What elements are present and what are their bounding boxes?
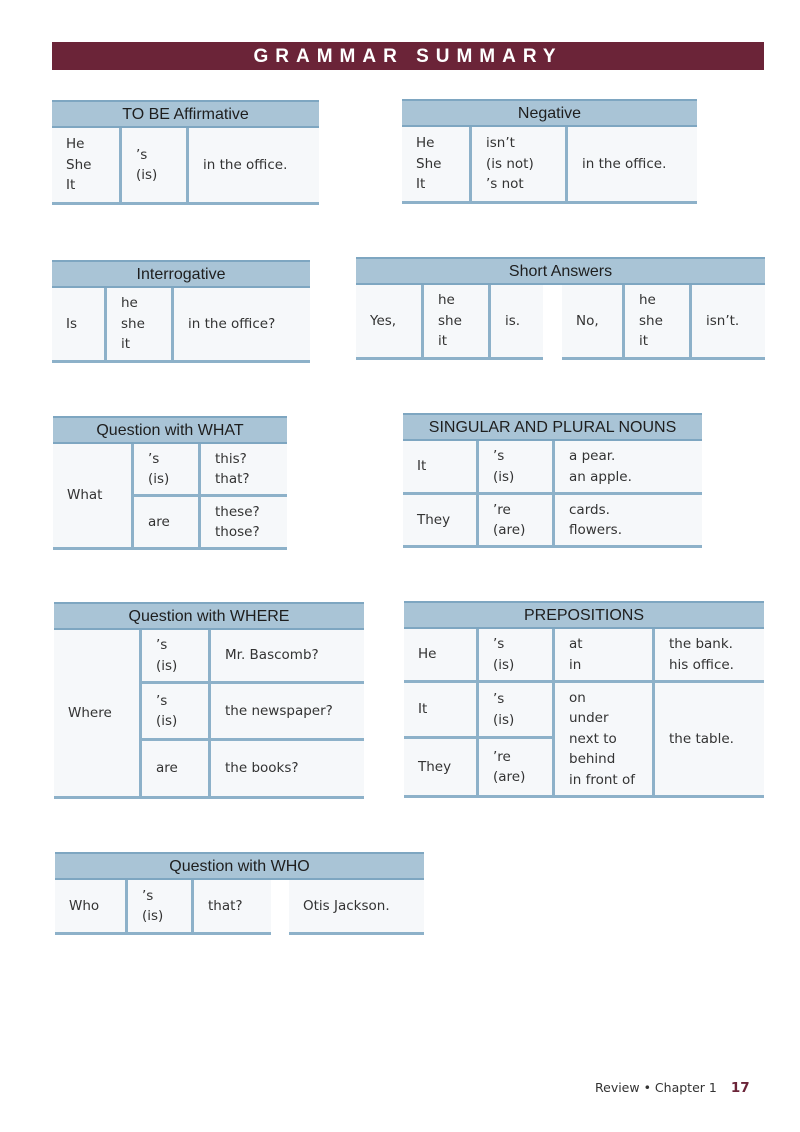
verb-cell: are	[142, 741, 208, 796]
bottom-rule	[562, 357, 765, 360]
verb-cell: ’re (are)	[479, 739, 552, 795]
footer-chapter-label: Review • Chapter 1	[595, 1080, 717, 1095]
verb-cell: ’re (are)	[479, 495, 552, 545]
complement-cell: in the office.	[189, 128, 319, 202]
table-short-answers	[356, 257, 765, 361]
column-divider	[689, 285, 692, 357]
verb-cell: ’s (is)	[479, 441, 552, 492]
table-prepositions	[404, 601, 764, 798]
column-divider	[171, 288, 174, 360]
complement-cell: in the office?	[174, 288, 310, 360]
object-cell: these? those?	[201, 497, 287, 547]
bottom-rule	[402, 201, 697, 204]
subjects-cell: he she it	[107, 288, 171, 360]
row-divider	[404, 736, 555, 739]
subject-cell: They	[404, 739, 476, 795]
table-title: TO BE Affirmative	[52, 100, 319, 128]
verb-cell: ’s (is)	[134, 444, 198, 494]
column-divider	[488, 285, 491, 357]
nouns-cell: a pear. an apple.	[555, 441, 702, 492]
verb-cell: isn’t (is not) ’s not	[472, 127, 565, 201]
bottom-rule	[53, 547, 287, 550]
shared-object-cell: the table.	[655, 683, 764, 795]
table-question-who	[55, 852, 424, 935]
page-number: 17	[730, 1080, 750, 1096]
table-singular-plural-nouns	[403, 413, 702, 548]
table-title: PREPOSITIONS	[404, 601, 764, 629]
subject-cell: They	[403, 495, 476, 545]
table-interrogative	[52, 260, 310, 363]
nouns-cell: cards. flowers.	[555, 495, 702, 545]
verb-cell: ’s (is)	[128, 880, 191, 932]
row-divider	[131, 494, 287, 497]
verb-cell: ’s (is)	[479, 683, 552, 736]
yes-verb-cell: is.	[491, 285, 543, 357]
column-divider	[139, 630, 142, 796]
row-divider	[139, 681, 364, 684]
column-divider	[565, 127, 568, 201]
bottom-rule	[289, 932, 424, 935]
object-cell: the newspaper?	[211, 684, 364, 738]
page-footer	[595, 1080, 750, 1096]
subjects-cell: He She It	[52, 128, 119, 202]
column-divider	[125, 880, 128, 932]
column-divider	[421, 285, 424, 357]
table-title: Negative	[402, 99, 697, 127]
prepositions-cell: at in	[555, 629, 652, 680]
verb-cell: ’s (is)	[142, 684, 208, 738]
row-divider	[404, 680, 764, 683]
no-verb-cell: isn’t.	[692, 285, 765, 357]
object-cell: Mr. Bascomb?	[211, 630, 364, 681]
yes-subjects-cell: he she it	[424, 285, 488, 357]
object-cell: the books?	[211, 741, 364, 796]
column-divider	[552, 629, 555, 795]
wh-word-cell: What	[53, 444, 131, 547]
column-divider	[208, 630, 211, 796]
answer-cell: Otis Jackson.	[289, 880, 424, 932]
table-title: SINGULAR AND PLURAL NOUNS	[403, 413, 702, 441]
table-question-where	[54, 602, 364, 799]
column-divider	[104, 288, 107, 360]
no-answer-cell: No,	[562, 285, 622, 357]
bottom-rule	[356, 357, 543, 360]
verb-cell: ’s (is)	[122, 128, 186, 202]
subject-cell: It	[404, 683, 476, 736]
table-title: Question with WHO	[55, 852, 424, 880]
shared-prepositions-cell: on under next to behind in front of	[555, 683, 652, 795]
page-title-banner: GRAMMAR SUMMARY	[52, 42, 764, 70]
column-divider	[186, 128, 189, 202]
table-question-what	[53, 416, 287, 550]
table-title: Interrogative	[52, 260, 310, 288]
yes-answer-cell: Yes,	[356, 285, 421, 357]
column-divider	[191, 880, 194, 932]
bottom-rule	[54, 796, 364, 799]
verb-cell: are	[134, 497, 198, 547]
object-cell: that?	[194, 880, 271, 932]
wh-word-cell: Where	[54, 630, 139, 796]
column-divider	[119, 128, 122, 202]
verb-cell: ’s (is)	[479, 629, 552, 680]
table-title: Question with WHERE	[54, 602, 364, 630]
column-divider	[476, 629, 479, 795]
complement-cell: in the office.	[568, 127, 697, 201]
table-title: Short Answers	[356, 257, 765, 285]
bottom-rule	[55, 932, 271, 935]
subject-cell: It	[403, 441, 476, 492]
column-divider	[469, 127, 472, 201]
bottom-rule	[52, 202, 319, 205]
column-divider	[652, 629, 655, 795]
verb-cell: Is	[52, 288, 104, 360]
object-cell: this? that?	[201, 444, 287, 494]
bottom-rule	[403, 545, 702, 548]
table-to-be-affirmative	[52, 100, 319, 205]
table-negative	[402, 99, 697, 204]
row-divider	[139, 738, 364, 741]
subjects-cell: He She It	[402, 127, 469, 201]
subject-cell: He	[404, 629, 476, 680]
column-divider	[622, 285, 625, 357]
wh-word-cell: Who	[55, 880, 125, 932]
table-title: Question with WHAT	[53, 416, 287, 444]
bottom-rule	[52, 360, 310, 363]
no-subjects-cell: he she it	[625, 285, 689, 357]
bottom-rule	[404, 795, 764, 798]
row-divider	[403, 492, 702, 495]
verb-cell: ’s (is)	[142, 630, 208, 681]
objects-cell: the bank. his office.	[655, 629, 764, 680]
